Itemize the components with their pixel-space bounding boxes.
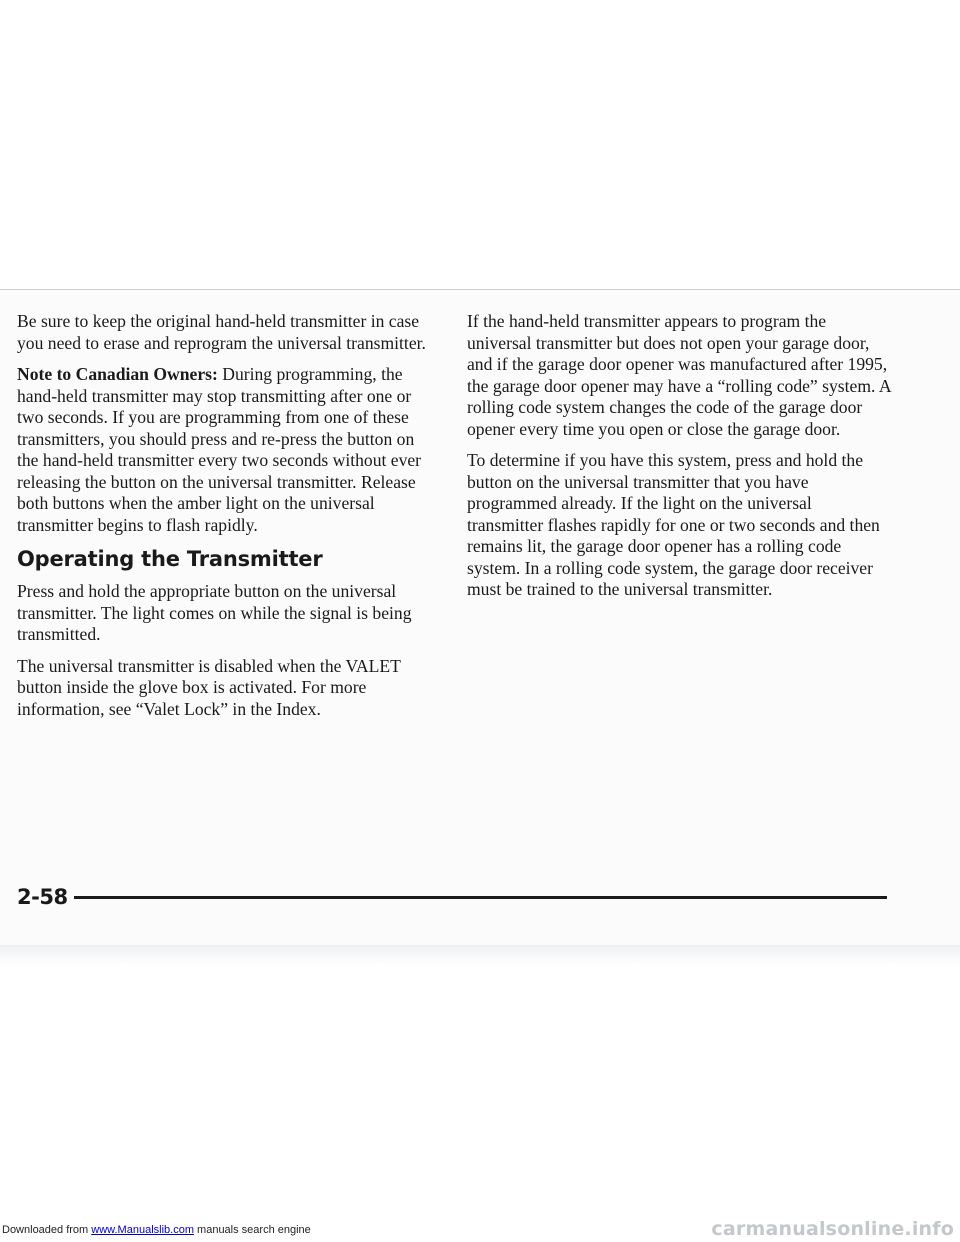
- page-number: 2-58: [17, 885, 68, 909]
- download-prefix: Downloaded from: [2, 1224, 92, 1236]
- manualslib-link[interactable]: www.Manualslib.com: [91, 1224, 194, 1236]
- download-suffix: manuals search engine: [193, 1224, 311, 1236]
- left-column: [17, 311, 427, 730]
- section-heading: Operating the Transmitter: [17, 547, 323, 571]
- paragraph-press-and-hold: Press and hold the appropriate button on the universal transmitter. The light comes on while the signal is being transmitted.: [17, 581, 412, 644]
- right-column: [467, 311, 892, 611]
- page-bottom-shade: [0, 945, 960, 965]
- paragraph-keep-transmitter: Be sure to keep the original hand-held transmitter in case you need to erase and reprogram the universal transmitter.: [17, 311, 426, 353]
- paragraph-rolling-code: If the hand-held transmitter appears to program the universal transmitter but does not open your garage door, and if the garage door opener was manufactured after 1995, the garage door opener may have a “rolling code” system. A rolling code system changes the code of the garage door opener every time you open or close the garage door.: [467, 311, 891, 439]
- note-label: Note to Canadian Owners:: [17, 364, 218, 384]
- page-footer: [17, 882, 887, 912]
- download-note: [2, 1224, 311, 1236]
- footer-rule: [74, 896, 887, 899]
- paragraph-valet-disabled: The universal transmitter is disabled when the VALET button inside the glove box is activated. For more information, see “Valet Lock” in the Index.: [17, 655, 401, 719]
- paragraph-determine-system: To determine if you have this system, press and hold the button on the universal transmitter that you have programmed already. If the light on the universal transmitter flashes rapidly for one or two seconds and then remains lit, the garage door opener has a rolling code system. In a rolling code system, the garage door receiver must be trained to the universal transmitter.: [467, 450, 880, 599]
- watermark: carmanualsonline.info: [711, 1218, 954, 1240]
- paragraph-canadian-owners: [17, 364, 427, 536]
- note-text: During programming, the hand-held transmitter may stop transmitting after one or two seconds. If you are programming from one of these transmitters, you should press and re-press the button on the hand-held transmitter every two seconds without ever releasing the button on the universal transmitter. Release both buttons when the amber light on the universal transmitter begins to flash rapidly.: [17, 364, 422, 535]
